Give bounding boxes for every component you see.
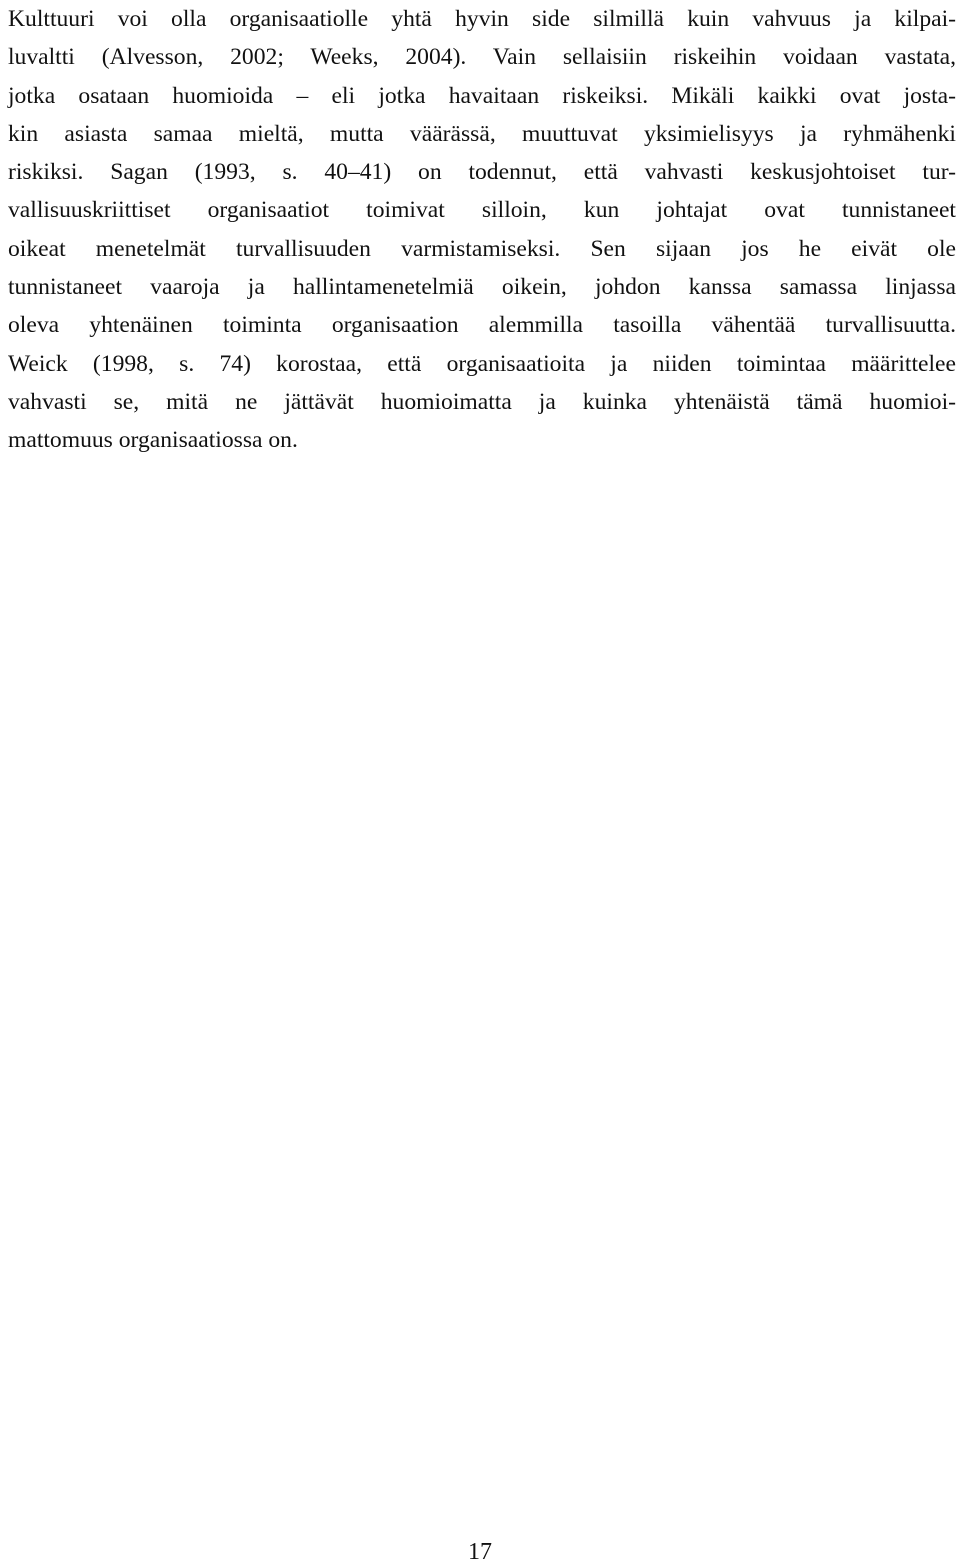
paragraph-line: vallisuuskriittiset organisaatiot toimivat silloin, kun johtajat ovat tunnistaneet [8, 197, 956, 224]
paragraph-line: Weick (1998, s. 74) korostaa, että organisaatioita ja niiden toimintaa määrittelee [8, 350, 956, 377]
paragraph-line: kin asiasta samaa mieltä, mutta väärässä, muuttuvat yksimielisyys ja ryhmähenki [8, 120, 956, 147]
body-paragraph [8, 0, 956, 460]
paragraph-line: jotka osataan huomioida – eli jotka havaitaan riskeiksi. Mikäli kaikki ovat josta- [8, 82, 956, 109]
paragraph-line: oikeat menetelmät turvallisuuden varmistamiseksi. Sen sijaan jos he eivät ole [8, 235, 956, 262]
paragraph-line: vahvasti se, mitä ne jättävät huomioimatta ja kuinka yhtenäistä tämä huomioi- [8, 388, 956, 415]
paragraph-line: tunnistaneet vaaroja ja hallintamenetelmiä oikein, johdon kanssa samassa linjassa [8, 274, 956, 301]
paragraph-line: oleva yhtenäinen toiminta organisaation alemmilla tasoilla vähentää turvallisuutta. [8, 312, 956, 339]
paragraph-line: riskiksi. Sagan (1993, s. 40–41) on todennut, että vahvasti keskusjohtoiset tur- [8, 159, 956, 186]
page-number: 17 [468, 1539, 492, 1565]
paragraph-line: luvaltti (Alvesson, 2002; Weeks, 2004). Vain sellaisiin riskeihin voidaan vastata, [8, 44, 956, 71]
paragraph-line: Kulttuuri voi olla organisaatiolle yhtä hyvin side silmillä kuin vahvuus ja kilpai- [8, 6, 956, 32]
paragraph-line: mattomuus organisaatiossa on. [8, 427, 298, 454]
